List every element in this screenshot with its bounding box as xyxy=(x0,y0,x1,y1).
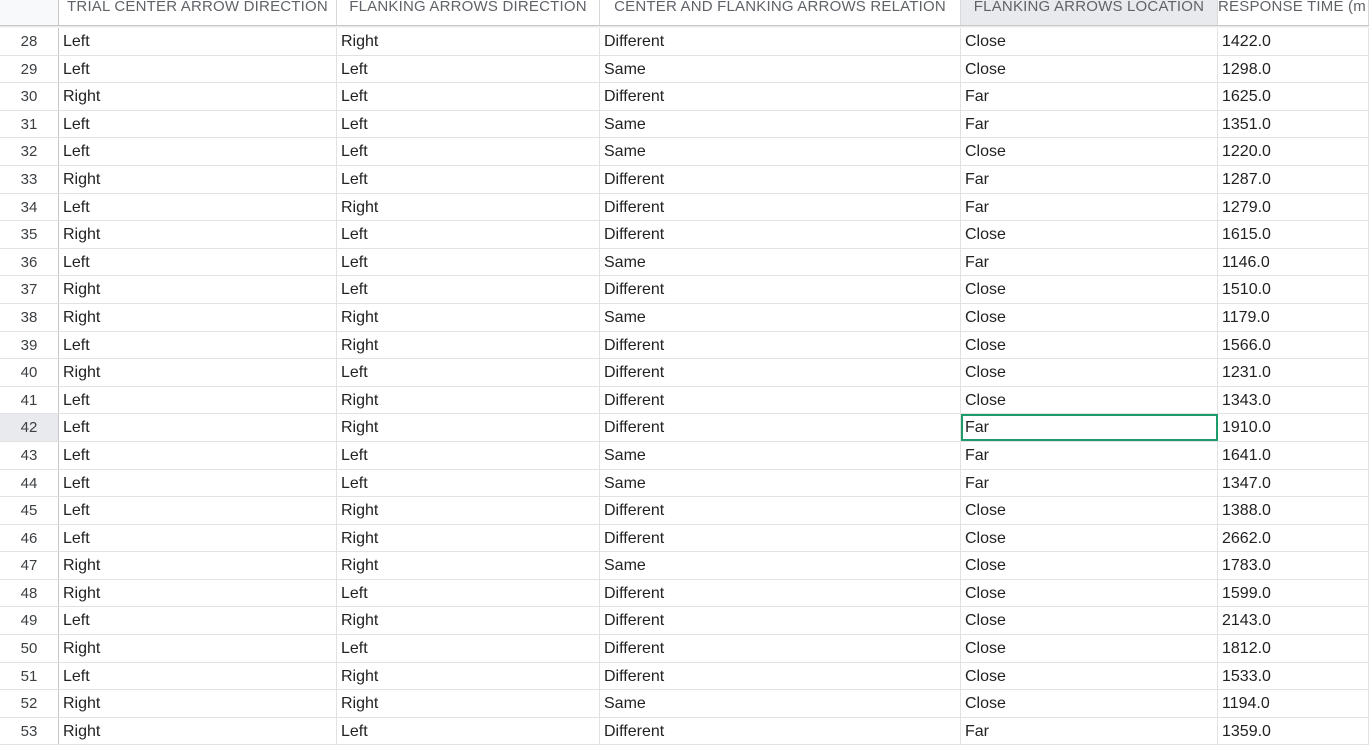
cell-flanking-arrows-direction[interactable]: Right xyxy=(337,552,600,579)
table-row xyxy=(0,28,1369,56)
cell-trial-center-arrow-direction[interactable]: Right xyxy=(59,221,337,248)
cell-center-flanking-relation[interactable]: Different xyxy=(600,332,961,359)
cell-flanking-arrows-location[interactable]: Close xyxy=(961,359,1218,386)
cell-flanking-arrows-direction[interactable]: Left xyxy=(337,138,600,165)
cell-response-time[interactable]: 1347.0 xyxy=(1218,470,1369,497)
cell-flanking-arrows-direction[interactable]: Left xyxy=(337,221,600,248)
cell-flanking-arrows-location[interactable]: Close xyxy=(961,304,1218,331)
cell-flanking-arrows-location[interactable]: Close xyxy=(961,138,1218,165)
cell-flanking-arrows-location[interactable]: Close xyxy=(961,387,1218,414)
row-number[interactable]: 40 xyxy=(0,359,59,386)
cell-flanking-arrows-location[interactable]: Close xyxy=(961,221,1218,248)
cell-response-time[interactable]: 1566.0 xyxy=(1218,332,1369,359)
cell-center-flanking-relation[interactable]: Different xyxy=(600,359,961,386)
table-row xyxy=(0,690,1369,718)
cell-center-flanking-relation[interactable]: Different xyxy=(600,580,961,607)
cell-trial-center-arrow-direction[interactable]: Left xyxy=(59,525,337,552)
cell-trial-center-arrow-direction[interactable]: Right xyxy=(59,166,337,193)
cell-center-flanking-relation[interactable]: Same xyxy=(600,111,961,138)
cell-trial-center-arrow-direction[interactable]: Right xyxy=(59,635,337,662)
row-number[interactable]: 49 xyxy=(0,607,59,634)
cell-flanking-arrows-location[interactable]: Far xyxy=(961,414,1218,441)
cell-flanking-arrows-location[interactable]: Far xyxy=(961,470,1218,497)
cell-response-time[interactable]: 1422.0 xyxy=(1218,28,1369,55)
cell-center-flanking-relation[interactable]: Different xyxy=(600,525,961,552)
row-number[interactable]: 36 xyxy=(0,249,59,276)
cell-flanking-arrows-direction[interactable]: Right xyxy=(337,525,600,552)
cell-response-time[interactable]: 1279.0 xyxy=(1218,194,1369,221)
cell-flanking-arrows-location[interactable]: Far xyxy=(961,194,1218,221)
cell-trial-center-arrow-direction[interactable]: Left xyxy=(59,442,337,469)
cell-trial-center-arrow-direction[interactable]: Right xyxy=(59,83,337,110)
cell-trial-center-arrow-direction[interactable]: Right xyxy=(59,690,337,717)
row-number[interactable]: 34 xyxy=(0,194,59,221)
cell-center-flanking-relation[interactable]: Same xyxy=(600,304,961,331)
cell-flanking-arrows-location[interactable]: Far xyxy=(961,249,1218,276)
cell-flanking-arrows-direction[interactable]: Right xyxy=(337,607,600,634)
table-row xyxy=(0,83,1369,111)
row-number[interactable]: 31 xyxy=(0,111,59,138)
cell-trial-center-arrow-direction[interactable]: Left xyxy=(59,249,337,276)
cell-center-flanking-relation[interactable]: Different xyxy=(600,194,961,221)
cell-flanking-arrows-direction[interactable]: Right xyxy=(337,387,600,414)
table-row xyxy=(0,387,1369,415)
cell-center-flanking-relation[interactable]: Same xyxy=(600,442,961,469)
cell-center-flanking-relation[interactable]: Different xyxy=(600,414,961,441)
cell-center-flanking-relation[interactable]: Different xyxy=(600,718,961,745)
cell-flanking-arrows-direction[interactable]: Left xyxy=(337,580,600,607)
cell-trial-center-arrow-direction[interactable]: Left xyxy=(59,332,337,359)
row-number[interactable]: 45 xyxy=(0,497,59,524)
header-shadow xyxy=(0,26,1369,28)
cell-flanking-arrows-location[interactable]: Close xyxy=(961,552,1218,579)
table-row xyxy=(0,359,1369,387)
table-row xyxy=(0,138,1369,166)
table-row xyxy=(0,718,1369,746)
cell-response-time[interactable]: 2662.0 xyxy=(1218,525,1369,552)
cell-response-time[interactable]: 1343.0 xyxy=(1218,387,1369,414)
cell-center-flanking-relation[interactable]: Different xyxy=(600,166,961,193)
cell-center-flanking-relation[interactable]: Different xyxy=(600,663,961,690)
cell-center-flanking-relation[interactable]: Different xyxy=(600,83,961,110)
cell-flanking-arrows-location[interactable]: Close xyxy=(961,580,1218,607)
row-number[interactable]: 43 xyxy=(0,442,59,469)
table-row xyxy=(0,525,1369,553)
cell-flanking-arrows-direction[interactable]: Left xyxy=(337,470,600,497)
row-number[interactable]: 38 xyxy=(0,304,59,331)
cell-trial-center-arrow-direction[interactable]: Left xyxy=(59,414,337,441)
cell-response-time[interactable]: 1533.0 xyxy=(1218,663,1369,690)
table-row xyxy=(0,470,1369,498)
table-row xyxy=(0,442,1369,470)
table-row xyxy=(0,580,1369,608)
cell-response-time[interactable]: 1615.0 xyxy=(1218,221,1369,248)
row-number[interactable]: 28 xyxy=(0,28,59,55)
cell-center-flanking-relation[interactable]: Different xyxy=(600,276,961,303)
cell-response-time[interactable]: 1298.0 xyxy=(1218,56,1369,83)
cell-flanking-arrows-direction[interactable]: Left xyxy=(337,635,600,662)
row-number[interactable]: 46 xyxy=(0,525,59,552)
cell-flanking-arrows-direction[interactable]: Right xyxy=(337,414,600,441)
row-number[interactable]: 42 xyxy=(0,414,59,441)
cell-trial-center-arrow-direction[interactable]: Left xyxy=(59,56,337,83)
cell-center-flanking-relation[interactable]: Different xyxy=(600,28,961,55)
row-number[interactable]: 51 xyxy=(0,663,59,690)
cell-flanking-arrows-direction[interactable]: Left xyxy=(337,56,600,83)
row-number[interactable]: 41 xyxy=(0,387,59,414)
cell-response-time[interactable]: 1146.0 xyxy=(1218,249,1369,276)
column-header-flanking-arrows-location[interactable]: FLANKING ARROWS LOCATION xyxy=(961,0,1218,25)
row-number[interactable]: 39 xyxy=(0,332,59,359)
cell-flanking-arrows-location[interactable]: Close xyxy=(961,276,1218,303)
column-header-center-and-flanking-arrows-relation[interactable]: CENTER AND FLANKING ARROWS RELATION xyxy=(600,0,961,25)
table-row xyxy=(0,221,1369,249)
cell-flanking-arrows-direction[interactable]: Right xyxy=(337,690,600,717)
cell-response-time[interactable]: 1641.0 xyxy=(1218,442,1369,469)
cell-trial-center-arrow-direction[interactable]: Right xyxy=(59,580,337,607)
cell-response-time[interactable]: 1351.0 xyxy=(1218,111,1369,138)
cell-flanking-arrows-location[interactable]: Close xyxy=(961,56,1218,83)
cell-response-time[interactable]: 1287.0 xyxy=(1218,166,1369,193)
table-row xyxy=(0,635,1369,663)
select-all-corner[interactable] xyxy=(0,0,59,25)
cell-response-time[interactable]: 1231.0 xyxy=(1218,359,1369,386)
cell-trial-center-arrow-direction[interactable]: Left xyxy=(59,607,337,634)
cell-flanking-arrows-location[interactable]: Close xyxy=(961,690,1218,717)
table-row xyxy=(0,663,1369,691)
row-number[interactable]: 44 xyxy=(0,470,59,497)
cell-trial-center-arrow-direction[interactable]: Right xyxy=(59,359,337,386)
cell-flanking-arrows-location[interactable]: Far xyxy=(961,442,1218,469)
cell-flanking-arrows-location[interactable]: Close xyxy=(961,607,1218,634)
cell-trial-center-arrow-direction[interactable]: Left xyxy=(59,111,337,138)
cell-trial-center-arrow-direction[interactable]: Left xyxy=(59,138,337,165)
cell-response-time[interactable]: 2143.0 xyxy=(1218,607,1369,634)
table-row xyxy=(0,332,1369,360)
table-row xyxy=(0,497,1369,525)
cell-response-time[interactable]: 1910.0 xyxy=(1218,414,1369,441)
cell-center-flanking-relation[interactable]: Different xyxy=(600,607,961,634)
cell-flanking-arrows-location[interactable]: Close xyxy=(961,28,1218,55)
cell-response-time[interactable]: 1179.0 xyxy=(1218,304,1369,331)
cell-response-time[interactable]: 1220.0 xyxy=(1218,138,1369,165)
cell-trial-center-arrow-direction[interactable]: Left xyxy=(59,387,337,414)
row-number[interactable]: 50 xyxy=(0,635,59,662)
cell-flanking-arrows-direction[interactable]: Left xyxy=(337,359,600,386)
table-row xyxy=(0,414,1369,442)
cell-flanking-arrows-direction[interactable]: Right xyxy=(337,332,600,359)
cell-flanking-arrows-location[interactable]: Close xyxy=(961,332,1218,359)
table-row xyxy=(0,552,1369,580)
table-row xyxy=(0,249,1369,277)
table-row xyxy=(0,56,1369,84)
cell-center-flanking-relation[interactable]: Different xyxy=(600,635,961,662)
row-number[interactable]: 52 xyxy=(0,690,59,717)
cell-flanking-arrows-direction[interactable]: Right xyxy=(337,663,600,690)
cell-center-flanking-relation[interactable]: Same xyxy=(600,138,961,165)
row-number[interactable]: 37 xyxy=(0,276,59,303)
cell-center-flanking-relation[interactable]: Same xyxy=(600,470,961,497)
cell-flanking-arrows-location[interactable]: Close xyxy=(961,497,1218,524)
cell-response-time[interactable]: 1783.0 xyxy=(1218,552,1369,579)
cell-center-flanking-relation[interactable]: Same xyxy=(600,552,961,579)
cell-center-flanking-relation[interactable]: Same xyxy=(600,249,961,276)
cell-flanking-arrows-direction[interactable]: Left xyxy=(337,166,600,193)
table-row xyxy=(0,304,1369,332)
table-row xyxy=(0,166,1369,194)
cell-flanking-arrows-direction[interactable]: Left xyxy=(337,442,600,469)
cell-trial-center-arrow-direction[interactable]: Left xyxy=(59,497,337,524)
cell-response-time[interactable]: 1625.0 xyxy=(1218,83,1369,110)
cell-trial-center-arrow-direction[interactable]: Left xyxy=(59,663,337,690)
cell-flanking-arrows-direction[interactable]: Left xyxy=(337,83,600,110)
cell-flanking-arrows-location[interactable]: Close xyxy=(961,525,1218,552)
cell-center-flanking-relation[interactable]: Different xyxy=(600,387,961,414)
cell-flanking-arrows-direction[interactable]: Left xyxy=(337,111,600,138)
cell-flanking-arrows-direction[interactable]: Right xyxy=(337,497,600,524)
row-number[interactable]: 35 xyxy=(0,221,59,248)
row-number[interactable]: 32 xyxy=(0,138,59,165)
cell-flanking-arrows-direction[interactable]: Left xyxy=(337,718,600,745)
cell-flanking-arrows-direction[interactable]: Left xyxy=(337,276,600,303)
row-number[interactable]: 30 xyxy=(0,83,59,110)
cell-flanking-arrows-direction[interactable]: Right xyxy=(337,304,600,331)
table-row xyxy=(0,111,1369,139)
table-row xyxy=(0,607,1369,635)
cell-flanking-arrows-location[interactable]: Far xyxy=(961,83,1218,110)
cell-response-time[interactable]: 1388.0 xyxy=(1218,497,1369,524)
cell-flanking-arrows-location[interactable]: Close xyxy=(961,635,1218,662)
cell-trial-center-arrow-direction[interactable]: Right xyxy=(59,552,337,579)
cell-trial-center-arrow-direction[interactable]: Right xyxy=(59,304,337,331)
cell-trial-center-arrow-direction[interactable]: Right xyxy=(59,276,337,303)
cell-flanking-arrows-location[interactable]: Close xyxy=(961,663,1218,690)
cell-response-time[interactable]: 1194.0 xyxy=(1218,690,1369,717)
column-header-flanking-arrows-direction[interactable]: FLANKING ARROWS DIRECTION xyxy=(337,0,600,25)
table-body xyxy=(0,28,1369,745)
row-number[interactable]: 53 xyxy=(0,718,59,745)
cell-response-time[interactable]: 1510.0 xyxy=(1218,276,1369,303)
cell-center-flanking-relation[interactable]: Different xyxy=(600,497,961,524)
cell-flanking-arrows-location[interactable]: Far xyxy=(961,111,1218,138)
cell-trial-center-arrow-direction[interactable]: Left xyxy=(59,470,337,497)
cell-flanking-arrows-location[interactable]: Far xyxy=(961,718,1218,745)
cell-center-flanking-relation[interactable]: Same xyxy=(600,56,961,83)
cell-flanking-arrows-direction[interactable]: Left xyxy=(337,249,600,276)
row-number[interactable]: 47 xyxy=(0,552,59,579)
row-number[interactable]: 29 xyxy=(0,56,59,83)
row-number[interactable]: 48 xyxy=(0,580,59,607)
column-header-response-time[interactable]: RESPONSE TIME (m xyxy=(1218,0,1369,25)
column-header-row xyxy=(0,0,1369,26)
cell-trial-center-arrow-direction[interactable]: Right xyxy=(59,718,337,745)
cell-trial-center-arrow-direction[interactable]: Left xyxy=(59,28,337,55)
cell-response-time[interactable]: 1812.0 xyxy=(1218,635,1369,662)
row-number[interactable]: 33 xyxy=(0,166,59,193)
cell-flanking-arrows-location[interactable]: Far xyxy=(961,166,1218,193)
cell-center-flanking-relation[interactable]: Different xyxy=(600,221,961,248)
cell-trial-center-arrow-direction[interactable]: Left xyxy=(59,194,337,221)
column-header-trial-center-arrow-direction[interactable]: TRIAL CENTER ARROW DIRECTION xyxy=(59,0,337,25)
table-row xyxy=(0,276,1369,304)
table-row xyxy=(0,194,1369,222)
cell-response-time[interactable]: 1599.0 xyxy=(1218,580,1369,607)
cell-center-flanking-relation[interactable]: Same xyxy=(600,690,961,717)
cell-response-time[interactable]: 1359.0 xyxy=(1218,718,1369,745)
cell-flanking-arrows-direction[interactable]: Right xyxy=(337,28,600,55)
cell-flanking-arrows-direction[interactable]: Right xyxy=(337,194,600,221)
